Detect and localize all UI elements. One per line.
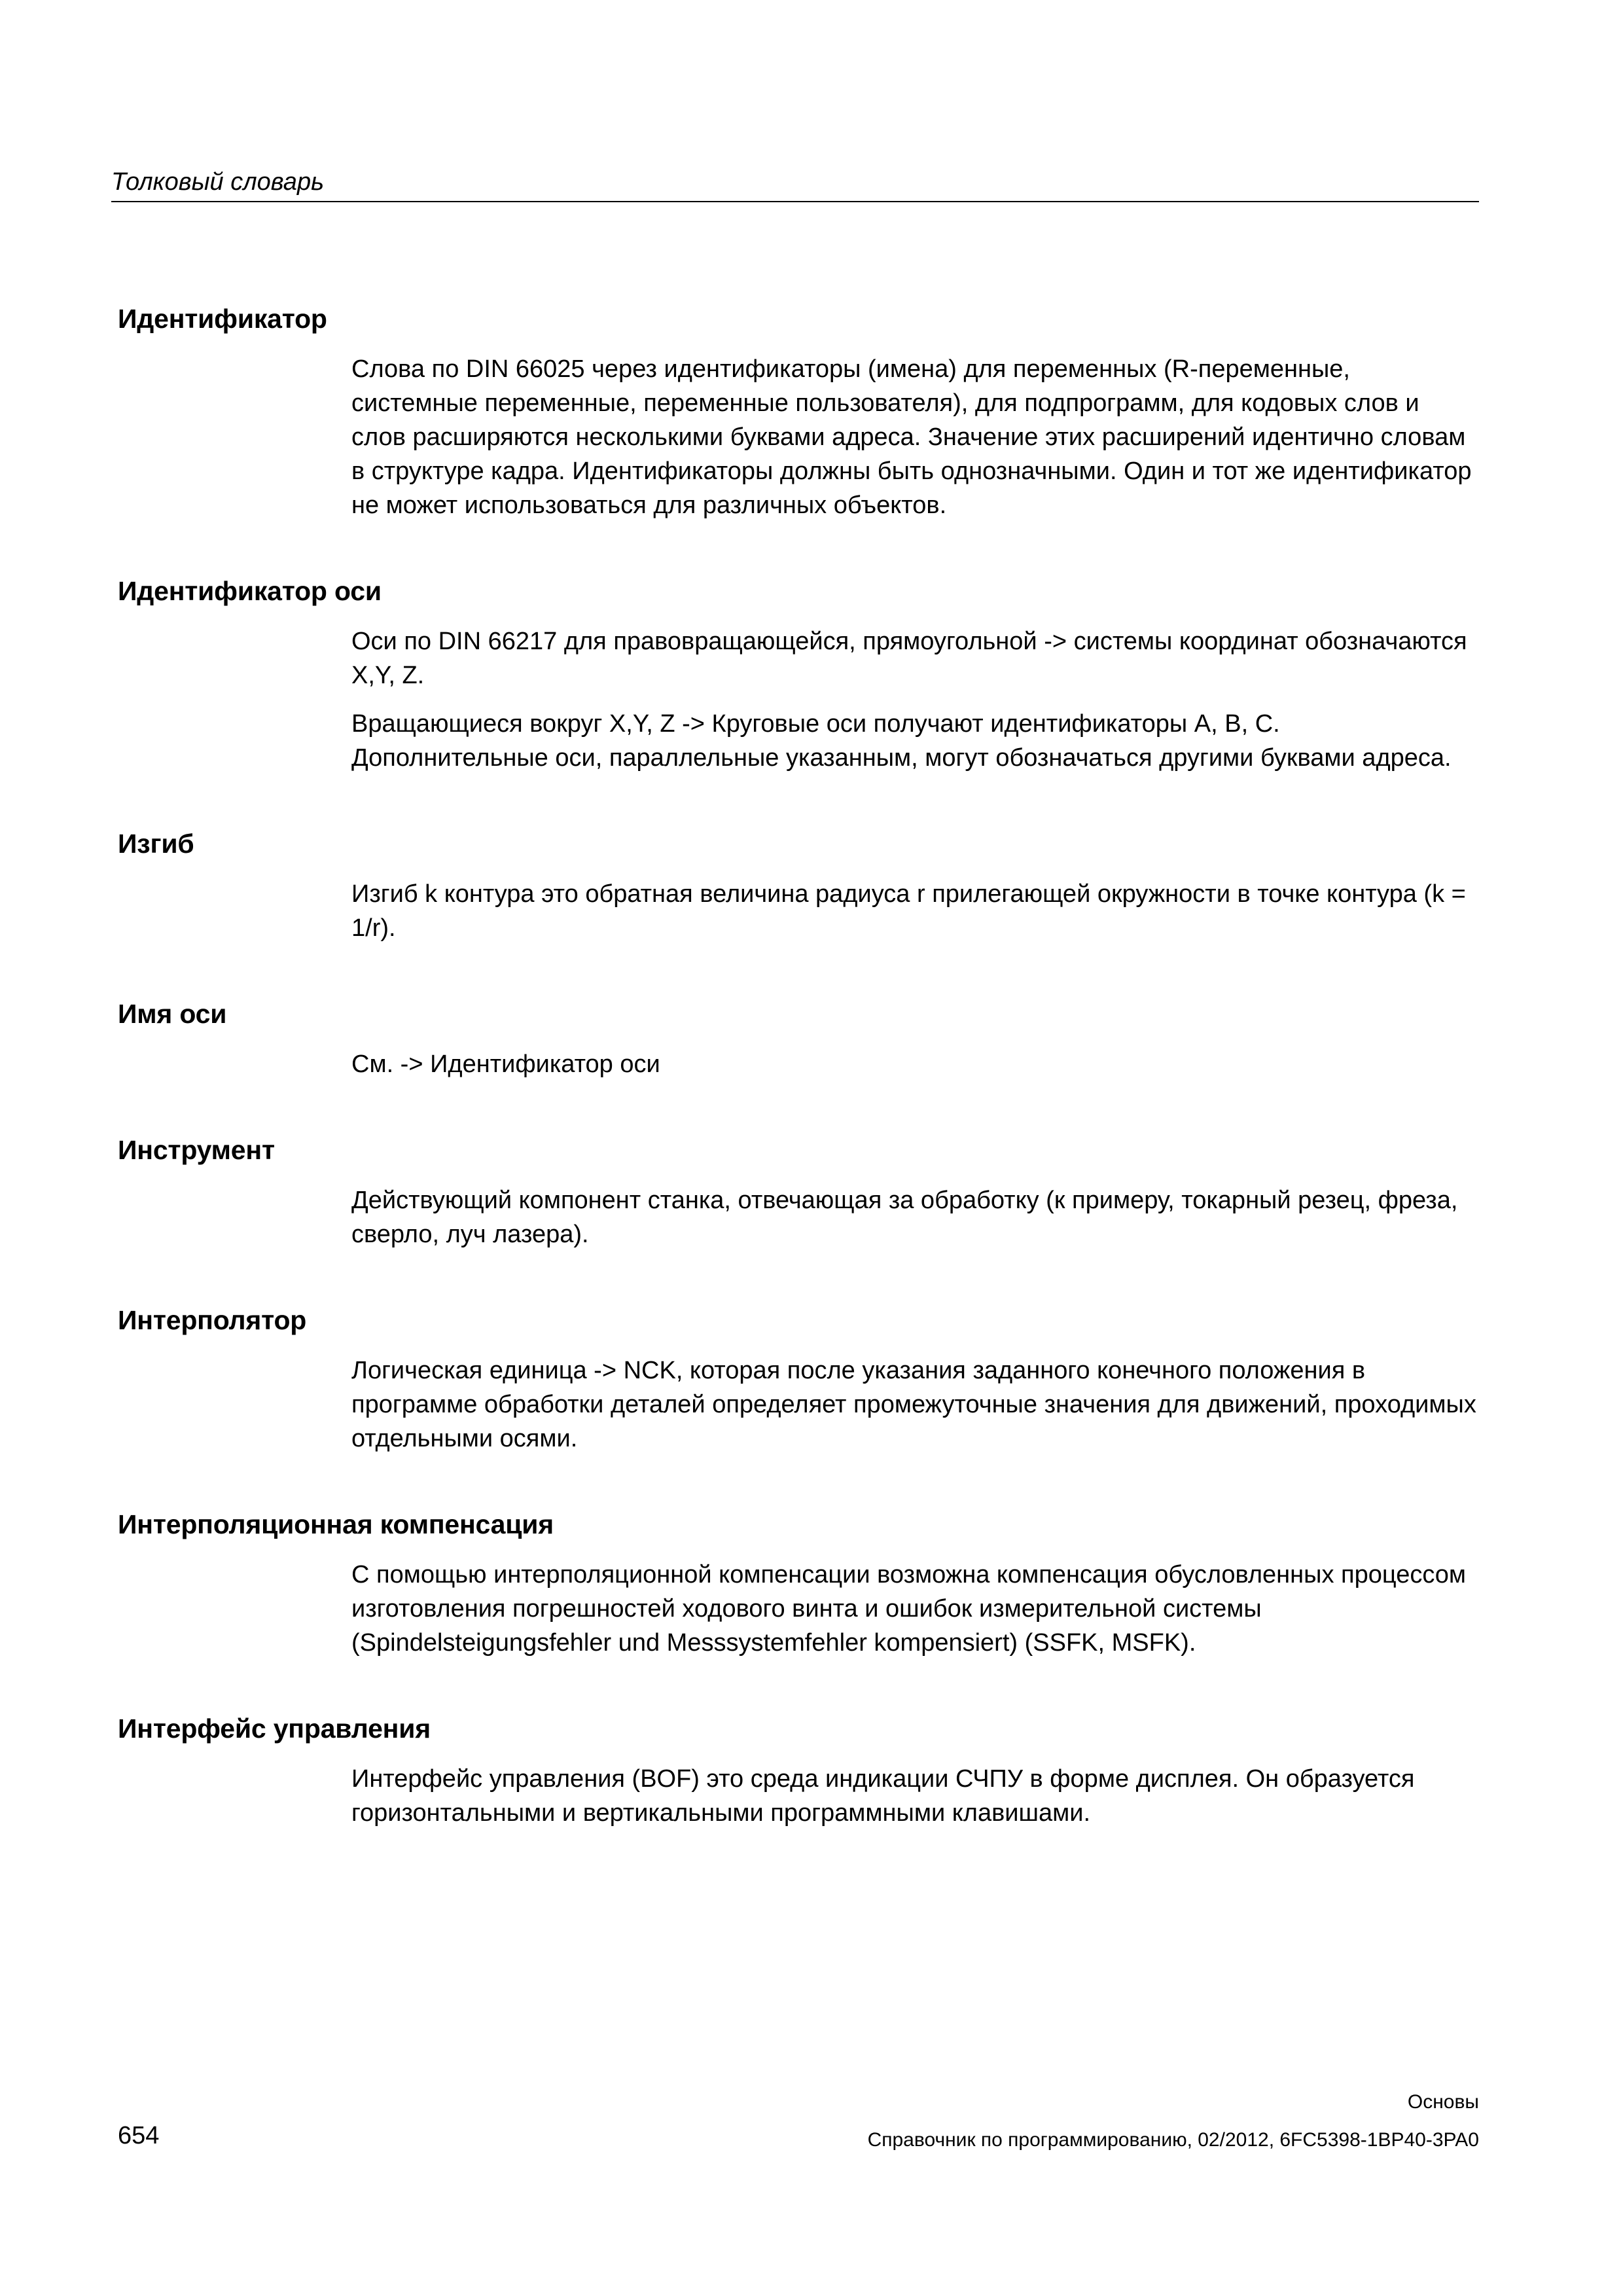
definition-paragraph: См. -> Идентификатор оси: [351, 1050, 660, 1078]
glossary-entry: [118, 1134, 1486, 1251]
entry-definition: [351, 624, 1477, 775]
definition-paragraph: Слова по DIN 66025 через идентификаторы (имена) для переменных (R-переменные, системные переменные, переменные пользователя), для подпрограмм, для кодовых слов и слов расширяются несколькими буквами адреса. Значение этих расширений идентично словам в структуре кадра. Идентификаторы должны быть однозначными. Один и тот же идентификатор не может использоваться для различных объектов.: [351, 355, 1472, 519]
glossary-entry: [118, 997, 1486, 1081]
page-header: [111, 167, 1479, 202]
definition-paragraph: Действующий компонент станка, отвечающая за обработку (к примеру, токарный резец, фреза, сверло, луч лазера).: [351, 1187, 1458, 1248]
glossary-entry: [118, 1508, 1486, 1660]
glossary-content: [118, 302, 1486, 1844]
definition-paragraph: Логическая единица -> NCK, которая после указания заданного конечного положения в программе обработки деталей определяет промежуточные значения для движений, проходимых отдельными осями.: [351, 1357, 1476, 1452]
entry-term: Интерполяционная компенсация: [118, 1509, 554, 1539]
entry-definition: [351, 1047, 1477, 1081]
entry-definition: [351, 1558, 1477, 1660]
entry-term: Идентификатор оси: [118, 576, 382, 606]
entry-term: Изгиб: [118, 829, 194, 859]
entry-definition: [351, 1183, 1477, 1251]
definition-paragraph: Вращающиеся вокруг X,Y, Z -> Круговые оси получают идентификаторы A, B, C. Дополнительные оси, параллельные указанным, могут обозначаться другими буквами адреса.: [351, 710, 1452, 772]
entry-term: Идентификатор: [118, 304, 327, 334]
definition-paragraph: Изгиб k контура это обратная величина радиуса r прилегающей окружности в точке контура (k = 1/r).: [351, 880, 1466, 942]
glossary-entry: [118, 1712, 1486, 1830]
entry-definition: [351, 877, 1477, 945]
entry-definition: [351, 1354, 1477, 1456]
entry-definition: [351, 352, 1477, 522]
footer-document-info: Справочник по программированию, 02/2012, 6FC5398-1BP40-3PA0: [867, 2129, 1479, 2151]
entry-term: Интерфейс управления: [118, 1713, 431, 1744]
header-title: Толковый словарь: [111, 168, 325, 196]
footer-section-name: Основы: [1407, 2091, 1479, 2113]
entry-term: Интерполятор: [118, 1305, 307, 1335]
glossary-entry: [118, 1304, 1486, 1456]
definition-paragraph: Интерфейс управления (BOF) это среда индикации СЧПУ в форме дисплея. Он образуется горизонтальными и вертикальными программными клавишами.: [351, 1765, 1415, 1827]
glossary-entry: [118, 302, 1486, 522]
glossary-entry: [118, 827, 1486, 945]
glossary-entry: [118, 575, 1486, 775]
page-number: 654: [118, 2122, 160, 2149]
entry-definition: [351, 1762, 1477, 1830]
entry-term: Имя оси: [118, 999, 227, 1029]
definition-paragraph: С помощью интерполяционной компенсации возможна компенсация обусловленных процессом изготовления погрешностей ходового винта и ошибок измерительной системы (Spindelsteigungsfehler und Messsystemfehler kompensiert) (SSFK, MSFK).: [351, 1561, 1467, 1657]
definition-paragraph: Оси по DIN 66217 для правовращающейся, прямоугольной -> системы координат обозначаются X,Y, Z.: [351, 628, 1467, 689]
entry-term: Инструмент: [118, 1135, 275, 1165]
